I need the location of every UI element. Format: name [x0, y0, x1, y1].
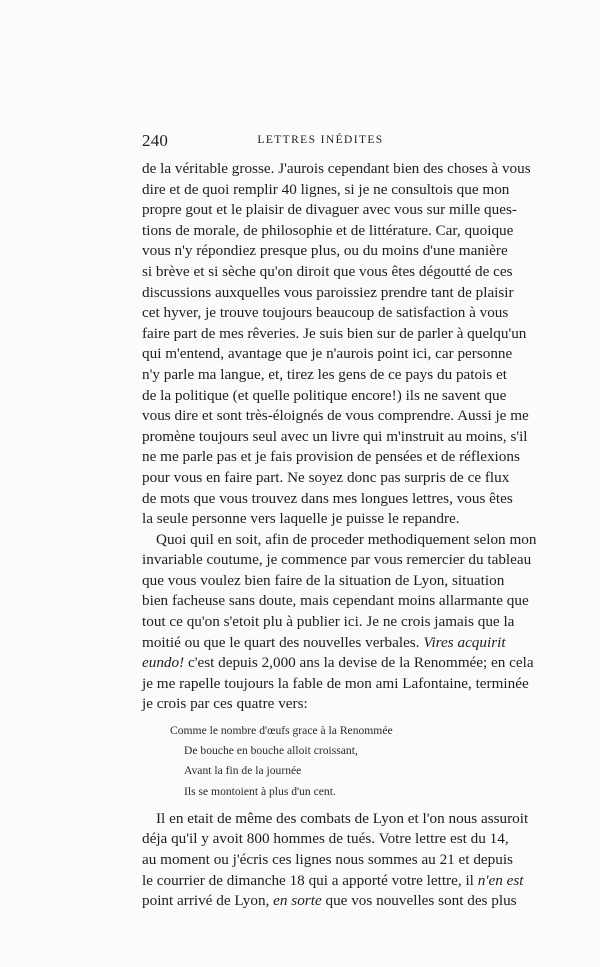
text-line-mixed	[142, 633, 506, 654]
text-line-mixed	[142, 653, 534, 674]
italic-latin-phrase: Vires acquirit	[423, 633, 506, 651]
text-line: je me rapelle toujours la fable de mon ami Lafontaine, terminée	[142, 674, 529, 692]
page-number: 240	[142, 131, 169, 150]
text-line: si brève et si sèche qu'on diroit que vous êtes dégoutté de ces	[142, 262, 513, 280]
quoted-verse	[142, 721, 499, 802]
text-line: qui m'entend, avantage que je n'aurois point ici, car personne	[142, 345, 513, 363]
text-line: discussions auxquelles vous paroissiez prendre tant de plaisir	[142, 283, 514, 301]
text-line: tions de morale, de philosophie et de littérature. Car, quoique	[142, 221, 514, 239]
text-line-mixed	[142, 891, 517, 912]
text-line-mixed	[142, 871, 524, 892]
text-line: de la véritable grosse. J'aurois cependant bien des choses à vous	[142, 160, 531, 177]
verse-line: Ils se montoient à plus d'un cent.	[184, 784, 336, 798]
text-line: pour vous en faire part. Ne soyez donc pas surpris de ce flux	[142, 468, 510, 486]
text-line: vous n'y répondiez presque plus, ou du moins d'une manière	[142, 242, 508, 260]
page-body	[142, 159, 537, 912]
text-line: déja qu'il y avoit 800 hommes de tués. Votre lettre est du 14,	[142, 830, 509, 848]
text-line: Il en etait de même des combats de Lyon et l'on nous assuroit	[156, 809, 529, 827]
italic-phrase: n'en est	[477, 871, 524, 889]
running-title: LETTRES INÉDITES	[257, 134, 384, 146]
text-line: au moment ou j'écris ces lignes nous sommes au 21 et depuis	[142, 851, 513, 869]
text-line: cet hyver, je trouve toujours beaucoup de satisfaction à vous	[142, 304, 509, 322]
verse-line: Avant la fin de la journée	[184, 764, 302, 778]
text-line: propre gout et le plaisir de divaguer avec vous sur mille ques-	[142, 201, 517, 219]
text-line: invariable coutume, je commence par vous remercier du tableau	[142, 551, 532, 569]
text-segment: que vos nouvelles sont des plus	[325, 892, 517, 910]
text-line: de la politique (et quelle politique encore!) ils ne savent que	[142, 386, 507, 404]
text-segment: moitié ou que le quart des nouvelles verbales.	[142, 633, 420, 651]
text-line: que vous voulez bien faire de la situation de Lyon, situation	[142, 571, 505, 589]
text-line: je crois par ces quatre vers:	[142, 695, 308, 713]
text-segment: le courrier de dimanche 18 qui a apporté votre lettre, il	[142, 871, 474, 889]
italic-phrase: en sorte	[273, 892, 322, 910]
text-line: bien facheuse sans doute, mais cependant moins allarmante que	[142, 592, 529, 610]
text-line: promène toujours seul avec un livre qui m'instruit au moins, s'il	[142, 427, 528, 445]
text-line: Quoi quil en soit, afin de proceder methodiquement selon mon	[156, 530, 537, 548]
paragraph-1	[142, 159, 531, 530]
verse-line: De bouche en bouche alloit croissant,	[184, 744, 358, 758]
text-line: la seule personne vers laquelle je puisse le repandre.	[142, 510, 460, 528]
text-line: faire part de mes rêveries. Je suis bien sur de parler à quelqu'un	[142, 324, 527, 342]
paragraph-3	[142, 809, 529, 912]
text-line: ne me parle pas et je fais provision de pensées et de réflexions	[142, 448, 520, 466]
paragraph-2	[142, 530, 537, 715]
text-line: de mots que vous trouvez dans mes longues lettres, vous êtes	[142, 489, 513, 507]
page-header	[142, 131, 499, 151]
text-segment: c'est depuis 2,000 ans la devise de la Renommée; en cela	[187, 654, 534, 672]
text-line: n'y parle ma langue, et, tirez les gens de ce pays du patois et	[142, 365, 507, 383]
text-line: vous dire et sont très-éloignés de vous comprendre. Aussi je me	[142, 407, 529, 425]
text-line: dire et de quoi remplir 40 lignes, si je ne consultois que mon	[142, 180, 510, 198]
text-segment: point arrivé de Lyon,	[142, 892, 270, 910]
verse-line: Comme le nombre d'œufs grace à la Renommée	[170, 724, 393, 738]
italic-latin-phrase: eundo!	[142, 654, 185, 672]
text-line: tout ce qu'on s'etoit plu à publier ici. Je ne crois jamais que la	[142, 613, 515, 631]
